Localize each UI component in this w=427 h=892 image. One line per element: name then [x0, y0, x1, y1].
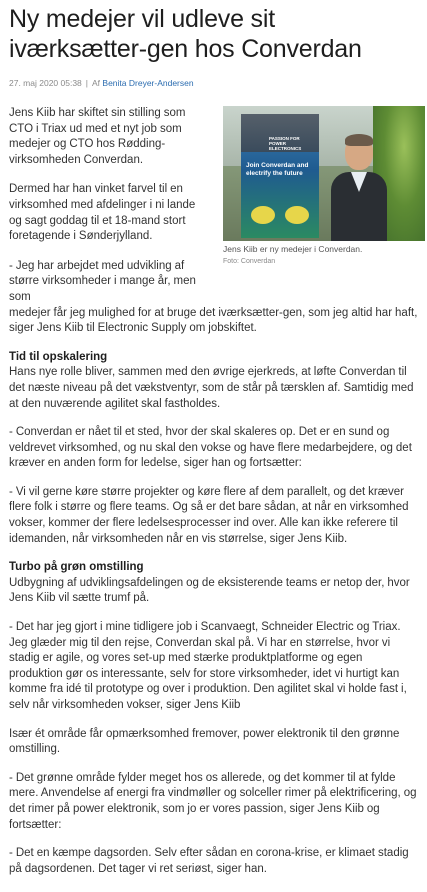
body-paragraph: Især ét område får opmærksomhed fremover, power elektronik til den grønne omstilling.	[9, 727, 400, 756]
article-photo[interactable]	[223, 106, 425, 241]
banner-top-text: PASSION FOR POWER ELECTRONICS	[269, 136, 302, 151]
section-heading: Tid til opskalering	[9, 350, 108, 363]
sun-icon	[285, 206, 309, 224]
article-figure	[223, 106, 425, 265]
body-paragraph: - Det en kæmpe dagsorden. Selv efter sådan en corona-krise, er klimaet stadig på dagsordenen. Det tager vi ret seriøst, siger han.	[9, 847, 409, 875]
body-paragraph: - Det grønne område fylder meget hos os allerede, og det kommer til at fylde mere. Anvendelse af energi fra vindmøller og solceller rimer på elektrificering, og det rimer på power elektronik, som jo er vores passion, siger Jens Kiib og fortsætter:	[9, 771, 417, 831]
photo-caption: Jens Kiib er ny medejer i Converdan.	[223, 244, 363, 254]
article-title: Ny medejer vil udleve sit iværksætter-gen hos Converdan	[9, 5, 362, 63]
author-prefix: Af	[92, 78, 101, 88]
wind-turbine-icon	[251, 206, 275, 224]
converdan-banner	[241, 114, 319, 238]
body-paragraph: Hans nye rolle bliver, sammen med den øvrige ejerkreds, at løfte Converdan til det næste niveau på det vækstventyr, som de står på tærsklen af. Samtidig med at den nuværende agilitet skal fastholdes.	[9, 366, 414, 410]
quote-paragraph-start: - Jeg har arbejdet med udvikling af større virksomheder i mange år, men som	[9, 259, 196, 303]
section-heading: Turbo på grøn omstilling	[9, 561, 144, 574]
article-page	[0, 4, 427, 877]
body-paragraph: - Vi vil gerne køre større projekter og køre flere af dem parallelt, og det kræver flere folk i større og flere teams. Og så er det bare sådan, at når en virksomhed vokser, kommer der flere ledelsesprocesser ind over. Alle kan ikke referere til idemanden, når virksomheden når en vis størrelse, siger Jens Kiib.	[9, 485, 409, 545]
lead-paragraph: Dermed har han vinket farvel til en virksomhed med afdelinger i ni lande og sagt goddag til et 18-mand stort foretagende i Sønderjylland.	[9, 183, 196, 243]
lead-paragraph: Jens Kiib har skiftet sin stilling som CTO i Triax ud med et nyt job som medejer og CTO hos Rødding-virksomheden Converdan.	[9, 107, 186, 166]
quote-paragraph-end: medejer får jeg mulighed for at bruge det iværksætter-gen, som jeg altid har haft, siger Jens Kiib til Electronic Supply om jobskiftet.	[9, 306, 418, 335]
banner-text: Join Converdan and electrify the future	[246, 162, 309, 177]
author-link[interactable]: Benita Dreyer-Andersen	[102, 78, 194, 88]
photo-credit: Foto: Converdan	[223, 258, 276, 265]
article-meta	[9, 78, 419, 88]
body-paragraph: - Converdan er nået til et sted, hvor der skal skaleres op. Det er en sund og veldrevet virksomhed, og nu skal den vokse og have flere medarbejdere, og det kræver en anden form for ledelse, siger han og fortsætter:	[9, 426, 412, 470]
body-paragraph: - Det har jeg gjort i mine tidligere job i Scanvaegt, Schneider Electric og Triax. Jeg glæder mig til den rejse, Converdan skal på. Vi har en størrelse, hvor vi stadig er agile, og vores set-up med stærke produktplatforme og egen produktion gør os interessante, selv for store virksomheder, idet vi hurtigt kan komme fra idé til prototype og over i produktion. Den agilitet skal vi holde fast i, selv når virksomheden vokser, siger Jens Kiib	[9, 621, 407, 711]
body-paragraph: Udbygning af udviklingsafdelingen og de eksisterende teams er netop der, hvor Jens Kiib vil sætte trumf på.	[9, 576, 410, 605]
person-image	[331, 136, 387, 241]
lead-section	[9, 106, 419, 306]
meta-separator: |	[85, 78, 88, 88]
publish-date: 27. maj 2020 05:38	[9, 78, 82, 88]
